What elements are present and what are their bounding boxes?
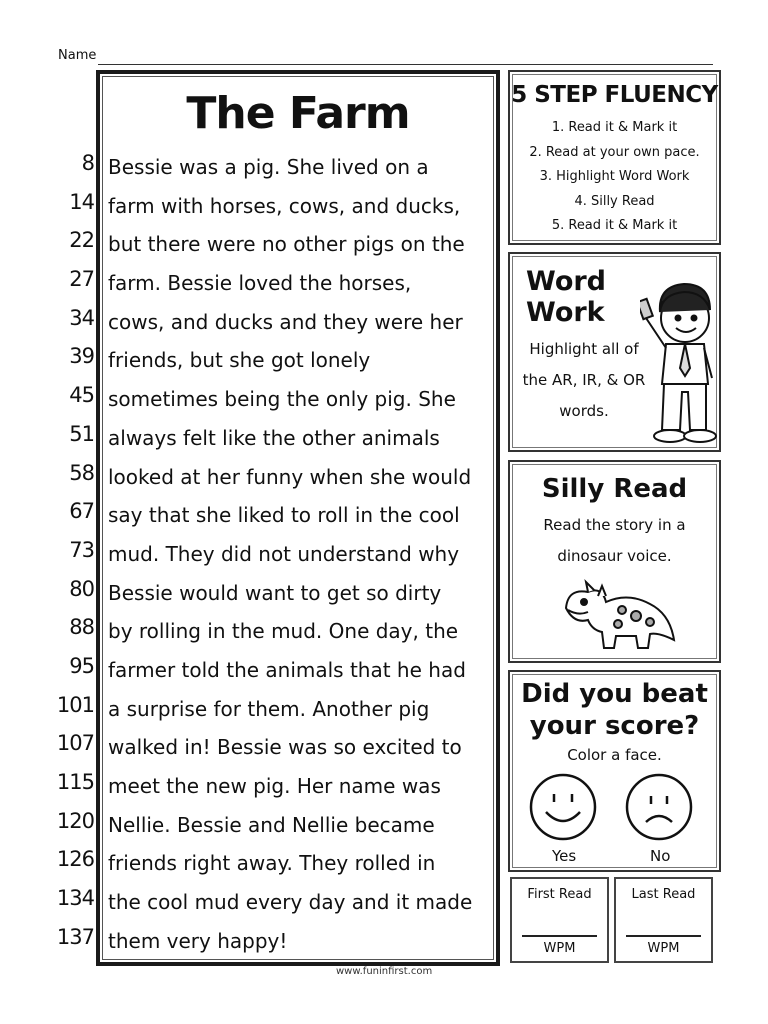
word-count: 67: [69, 499, 94, 524]
story-line: them very happy!: [108, 928, 288, 953]
silly-read-text: Read the story in a dinosaur voice.: [543, 516, 686, 565]
last-read-blank[interactable]: [626, 935, 701, 937]
story-line: always felt like the other animals: [108, 425, 440, 450]
story-line: say that she liked to roll in the cool: [108, 503, 460, 528]
story-title: The Farm: [186, 88, 410, 139]
word-count: 73: [69, 537, 94, 562]
word-count: 120: [56, 808, 94, 833]
name-label: Name: [58, 48, 97, 63]
word-count: 39: [69, 344, 94, 369]
word-count: 88: [69, 615, 94, 640]
story-line: farm. Bessie loved the horses,: [108, 271, 412, 296]
fluency-title: 5 STEP FLUENCY: [511, 82, 718, 108]
fluency-step: 5. Read it & Mark it: [551, 218, 678, 233]
word-count: 45: [69, 383, 94, 408]
story-line: but there were no other pigs on the: [108, 232, 465, 257]
yes-label: Yes: [552, 847, 577, 865]
story-line: looked at her funny when she would: [108, 464, 472, 489]
story-line: sometimes being the only pig. She: [108, 387, 456, 412]
word-count: 115: [56, 770, 94, 794]
word-count: 22: [69, 228, 94, 253]
word-work-box: [508, 252, 721, 452]
beat-score-subtitle: Color a face.: [567, 746, 662, 764]
word-count: 58: [69, 460, 94, 485]
story-line: Bessie was a pig. She lived on a: [108, 155, 429, 179]
word-count: 95: [69, 653, 94, 678]
fluency-step: 2. Read at your own pace.: [529, 144, 700, 160]
story-line: the cool mud every day and it made: [108, 890, 473, 915]
no-label: No: [650, 847, 671, 865]
word-work-text: Highlight all of the AR, IR, & OR words.: [522, 340, 646, 420]
word-count: 107: [56, 731, 94, 756]
story-line: walked in! Bessie was so excited to: [108, 735, 462, 760]
dinosaur-icon: [558, 574, 676, 654]
last-read-label: Last Read: [631, 887, 696, 902]
sad-face-icon[interactable]: [624, 772, 694, 842]
word-count: 126: [56, 847, 94, 872]
silly-read-title: Silly Read: [541, 474, 688, 504]
first-read-unit: WPM: [543, 941, 576, 956]
beat-score-title: Did you beat your score?: [521, 679, 708, 741]
word-count: 51: [69, 421, 94, 446]
boy-with-highlighter-icon: [640, 272, 720, 450]
first-read-label: First Read: [527, 887, 592, 902]
story-line: Nellie. Bessie and Nellie became: [108, 812, 435, 837]
name-row: [58, 48, 713, 66]
story-line: friends right away. They rolled in: [108, 851, 436, 876]
story-text: [108, 148, 498, 960]
word-count: 137: [56, 924, 94, 949]
silly-read-box: [508, 460, 721, 663]
story-panel: [96, 70, 500, 966]
happy-face-icon[interactable]: [528, 772, 598, 842]
word-count: 8: [81, 151, 94, 175]
story-line: mud. They did not understand why: [108, 541, 460, 566]
story-line: a surprise for them. Another pig: [108, 696, 430, 721]
name-line[interactable]: [98, 64, 713, 65]
last-read-box: [614, 877, 713, 963]
first-read-box: [510, 877, 609, 963]
reads-area: [508, 877, 721, 967]
footer-site: www.funinfirst.com: [336, 966, 433, 977]
word-count: 134: [56, 886, 94, 911]
fluency-steps: [510, 116, 719, 239]
last-read-unit: WPM: [647, 941, 680, 956]
first-read-blank[interactable]: [522, 935, 597, 937]
story-line: farmer told the animals that he had: [108, 657, 466, 682]
word-count: 14: [69, 189, 94, 214]
story-line: farm with horses, cows, and ducks,: [108, 193, 461, 218]
story-line: Bessie would want to get so dirty: [108, 580, 442, 605]
word-count: 101: [56, 692, 94, 717]
story-line: cows, and ducks and they were her: [108, 309, 463, 334]
word-work-title: Word Work: [526, 266, 607, 328]
story-line: friends, but she got lonely: [108, 348, 371, 373]
fluency-box: [508, 70, 721, 245]
fluency-step: 4. Silly Read: [574, 193, 655, 209]
beat-score-box: [508, 670, 721, 872]
word-count: 34: [69, 305, 94, 330]
word-count: 80: [69, 576, 94, 601]
fluency-step: 1. Read it & Mark it: [551, 120, 678, 135]
story-line: meet the new pig. Her name was: [108, 774, 441, 798]
word-count-column: [56, 144, 94, 956]
fluency-step: 3. Highlight Word Work: [539, 169, 690, 184]
word-count: 27: [69, 267, 94, 292]
story-line: by rolling in the mud. One day, the: [108, 619, 459, 644]
